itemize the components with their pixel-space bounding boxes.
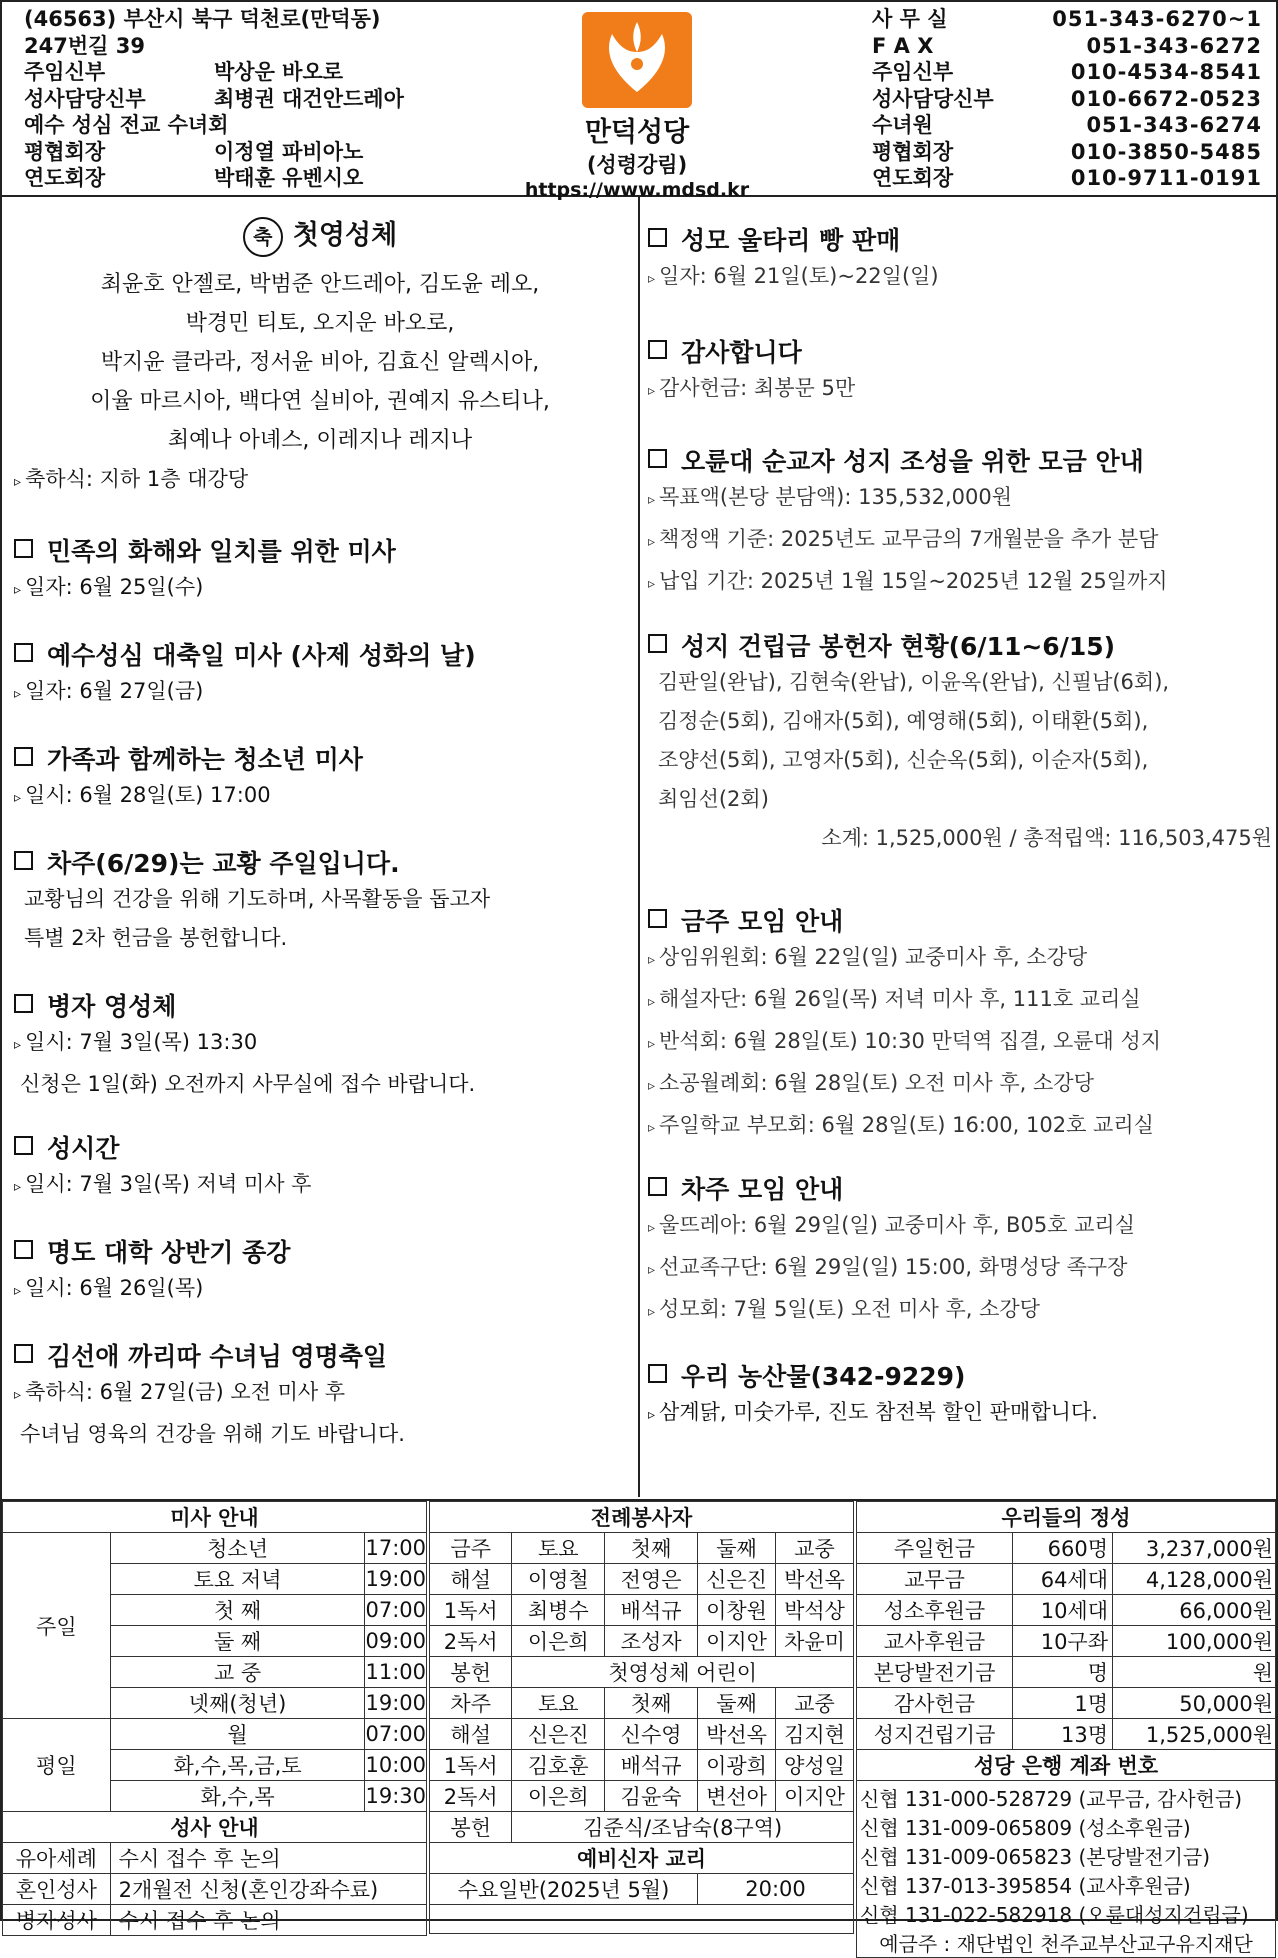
sacrament-note: 수시 접수 후 논의: [110, 1843, 426, 1874]
mass-name: 화,수,목: [110, 1781, 365, 1812]
liturgy-cell: 배석규: [605, 1750, 698, 1781]
sacrament-note: 수시 접수 후 논의: [110, 1905, 426, 1936]
bullet-triangle-icon: ▹: [14, 582, 22, 598]
first-communion-title-row: [2, 213, 638, 257]
contact-label: 사 무 실: [872, 7, 948, 31]
staff-name: 최병권 대건안드레아: [214, 86, 404, 111]
staff-row: [24, 112, 404, 139]
contact-label: F A X: [872, 33, 934, 58]
staff-name: 박상운 바오로: [214, 60, 344, 84]
offering-amount: 1,525,000원: [1113, 1719, 1276, 1750]
bullet-triangle-icon: ▹: [14, 473, 22, 490]
liturgy-cell: 봉헌: [430, 1812, 512, 1843]
liturgy-cell: 이지안: [698, 1626, 776, 1657]
liturgy-cell: 해설: [430, 1719, 512, 1750]
sacrament-title: 성사 안내: [3, 1812, 427, 1843]
checkbox-bullet-icon: [648, 1177, 667, 1196]
mass-name: 둘 째: [110, 1626, 365, 1657]
list-item: ▹ 목표액(본당 분담액): 135,532,000원: [648, 485, 1013, 509]
list-item: ▹ 일시: 7월 3일(목) 13:30: [14, 1030, 258, 1054]
note-line: 수녀님 영육의 건강을 위해 기도 바랍니다.: [20, 1422, 405, 1446]
offering-amount: 66,000원: [1113, 1595, 1276, 1626]
contact-value: 010-4534-8541: [1070, 60, 1262, 84]
contact-row: [872, 59, 1262, 86]
address-line-1: (46563) 부산시 북구 덕천로(만덕동): [24, 7, 381, 31]
contact-value: 010-6672-0523: [1070, 86, 1262, 111]
checkbox-bullet-icon: [648, 1364, 667, 1383]
liturgy-cell: 첫째: [605, 1688, 698, 1719]
donor-line: 김정순(5회), 김애자(5회), 예영해(5회), 이태환(5회),: [658, 709, 1149, 733]
staff-row: [24, 165, 404, 192]
bullet-triangle-icon: ▹: [648, 1220, 656, 1236]
contact-label: 수녀원: [872, 113, 933, 137]
list-item: ▹ 선교족구단: 6월 29일(일) 15:00, 화명성당 족구장: [648, 1255, 1128, 1279]
liturgy-cell: 첫영성체 어린이: [512, 1657, 854, 1688]
checkbox-bullet-icon: [648, 909, 667, 928]
section-title: 김선애 까리따 수녀님 영명축일: [14, 1337, 405, 1373]
liturgy-cell: 이창원: [698, 1595, 776, 1626]
contact-label: 평협회장: [872, 139, 954, 164]
mass-name: 청소년: [110, 1533, 365, 1564]
staff-row: [24, 59, 404, 86]
notice-section: [14, 987, 475, 1104]
mass-name: 넷째(청년): [110, 1688, 365, 1719]
notice-section: [14, 844, 490, 958]
catechumen-class: 수요일반(2025년 5월): [430, 1874, 698, 1905]
liturgy-cell: 박선옥: [698, 1719, 776, 1750]
liturgy-cell: 봉헌: [430, 1657, 512, 1688]
notice-section: [648, 442, 1168, 604]
offering-count: 1명: [1013, 1688, 1113, 1719]
contact-label: 주임신부: [872, 60, 954, 84]
liturgy-cell: 2독서: [430, 1626, 512, 1657]
liturgy-cell: 박석상: [775, 1595, 853, 1626]
bullet-triangle-icon: ▹: [648, 952, 656, 968]
staff-name: 박태훈 유벤시오: [214, 166, 364, 190]
liturgy-cell: 이은희: [512, 1781, 605, 1812]
checkbox-bullet-icon: [14, 994, 33, 1013]
staff-role: 예수 성심 전교 수녀회: [24, 113, 229, 137]
bullet-triangle-icon: ▹: [14, 1037, 22, 1053]
liturgy-cell: 신수영: [605, 1719, 698, 1750]
mass-time: 19:00: [365, 1688, 427, 1719]
mass-name: 토요 저녁: [110, 1564, 365, 1595]
notice-section: [648, 1170, 1135, 1332]
liturgy-cell: 조성자: [605, 1626, 698, 1657]
offering-item: 주일헌금: [857, 1533, 1013, 1564]
bullet-triangle-icon: ▹: [648, 1407, 656, 1423]
list-item: ▹ 울뜨레아: 6월 29일(일) 교중미사 후, B05호 교리실: [648, 1213, 1136, 1237]
liturgy-cell: 2독서: [430, 1781, 512, 1812]
liturgy-cell: 김윤숙: [605, 1781, 698, 1812]
bullet-triangle-icon: ▹: [14, 1179, 22, 1195]
mass-time: 17:00: [365, 1533, 427, 1564]
notice-section: [648, 333, 855, 411]
header: [2, 2, 1276, 201]
notice-section: [14, 740, 363, 818]
mass-time: 19:00: [365, 1564, 427, 1595]
contact-row: [872, 139, 1262, 166]
bank-account: 신협 131-009-065809 (성소후원금): [860, 1816, 1191, 1840]
communicant-names: 최예나 아녜스, 이레지나 레지나: [167, 427, 473, 453]
offering-item: 성소후원금: [857, 1595, 1013, 1626]
communicant-names: 박지윤 클라라, 정서윤 비아, 김효신 알렉시아,: [100, 349, 540, 375]
liturgy-cell: 배석규: [605, 1595, 698, 1626]
contact-row: [872, 33, 1262, 60]
list-item: ▹ 해설자단: 6월 26일(목) 저녁 미사 후, 111호 교리실: [648, 987, 1141, 1011]
bullet-triangle-icon: ▹: [648, 1078, 656, 1094]
notice-section: [648, 221, 939, 299]
liturgy-cell: 1독서: [430, 1595, 512, 1626]
liturgy-cell: 교중: [775, 1533, 853, 1564]
bullet-triangle-icon: ▹: [648, 383, 656, 399]
section-title: 명도 대학 상반기 종강: [14, 1233, 290, 1269]
notice-section: [14, 636, 476, 714]
liturgy-cell: 차주: [430, 1688, 512, 1719]
checkbox-bullet-icon: [14, 1136, 33, 1155]
laurel-badge-icon: 축: [243, 217, 283, 257]
catechumen-title: 예비신자 교리: [430, 1843, 854, 1874]
staff-role: 성사담당신부: [24, 86, 146, 111]
bank-account: 신협 137-013-395854 (교사후원금): [860, 1874, 1191, 1898]
list-item: ▹ 삼계닭, 미숫가루, 진도 참전복 할인 판매합니다.: [648, 1400, 1098, 1424]
liturgy-cell: 신은진: [698, 1564, 776, 1595]
section-title: 금주 모임 안내: [648, 902, 1161, 938]
depositor: 예금주 : 재단법인 천주교부산교구유지재단: [879, 1932, 1253, 1956]
list-item: ▹ 일자: 6월 21일(토)~22일(일): [648, 264, 939, 288]
offering-item: 교무금: [857, 1564, 1013, 1595]
mass-time: 11:00: [365, 1657, 427, 1688]
offering-amount: 4,128,000원: [1113, 1564, 1276, 1595]
mass-time: 10:00: [365, 1750, 427, 1781]
notice-section: [14, 1129, 311, 1207]
list-item: ▹ 일시: 6월 28일(토) 17:00: [14, 783, 271, 807]
liturgy-cell: 이지안: [775, 1781, 853, 1812]
liturgy-cell: 둘째: [698, 1688, 776, 1719]
communicant-names: 박경민 티토, 오지운 바오로,: [185, 310, 455, 336]
bullet-triangle-icon: ▹: [648, 1262, 656, 1278]
liturgy-cell: 이광희: [698, 1750, 776, 1781]
right-column: [640, 197, 1276, 1497]
list-item: ▹ 상임위원회: 6월 22일(일) 교중미사 후, 소강당: [648, 945, 1088, 969]
mass-time: 07:00: [365, 1719, 427, 1750]
liturgy-cell: 교중: [775, 1688, 853, 1719]
offering-amount: 원: [1113, 1657, 1276, 1688]
bullet-triangle-icon: ▹: [648, 1304, 656, 1320]
bullet-triangle-icon: ▹: [648, 534, 656, 550]
offering-item: 본당발전기금: [857, 1657, 1013, 1688]
offering-title: 우리들의 정성: [857, 1502, 1276, 1533]
liturgy-cell: 신은진: [512, 1719, 605, 1750]
offering-count: 명: [1013, 1657, 1113, 1688]
offering-count: 10구좌: [1013, 1626, 1113, 1657]
bullet-triangle-icon: ▹: [648, 994, 656, 1010]
checkbox-bullet-icon: [14, 643, 33, 662]
checkbox-bullet-icon: [648, 228, 667, 247]
offering-count: 10세대: [1013, 1595, 1113, 1626]
list-item: ▹ 축하식: 6월 27일(금) 오전 미사 후: [14, 1380, 346, 1404]
liturgy-cell: 토요: [512, 1688, 605, 1719]
staff-row: [24, 139, 404, 166]
staff-role: 연도회장: [24, 166, 106, 190]
liturgy-cell: 해설: [430, 1564, 512, 1595]
mass-name: 교 중: [110, 1657, 365, 1688]
mass-name: 월: [110, 1719, 365, 1750]
notice-section: [14, 1233, 290, 1311]
left-column: [2, 197, 640, 1497]
mass-name: 화,수,목,금,토: [110, 1750, 365, 1781]
list-item: ▹ 반석회: 6월 28일(토) 10:30 만덕역 집결, 오륜대 성지: [648, 1029, 1162, 1053]
mass-time: 09:00: [365, 1626, 427, 1657]
offering-amount: 3,237,000원: [1113, 1533, 1276, 1564]
donor-total: 소계: 1,525,000원 / 총적립액: 116,503,475원: [821, 826, 1272, 850]
account-list: [857, 1783, 1275, 1957]
section-title: 우리 농산물(342-9229): [648, 1357, 1098, 1393]
bullet-triangle-icon: ▹: [648, 492, 656, 508]
list-item: ▹ 일자: 6월 25일(수): [14, 575, 204, 599]
notice-section: [14, 532, 396, 610]
notice-section: [648, 902, 1161, 1148]
bullet-triangle-icon: ▹: [648, 1120, 656, 1136]
mass-time: 07:00: [365, 1595, 427, 1626]
checkbox-bullet-icon: [648, 449, 667, 468]
list-item: ▹ 주일학교 부모회: 6월 28일(토) 16:00, 102호 교리실: [648, 1113, 1154, 1137]
bullet-triangle-icon: ▹: [14, 1283, 22, 1299]
liturgy-cell: 차윤미: [775, 1626, 853, 1657]
bullet-triangle-icon: ▹: [14, 1387, 22, 1403]
section-title: 민족의 화해와 일치를 위한 미사: [14, 532, 396, 568]
liturgy-cell: 김지현: [775, 1719, 853, 1750]
church-name: 만덕성당: [584, 117, 690, 148]
offering-count: 660명: [1013, 1533, 1113, 1564]
contact-row: [872, 112, 1262, 139]
mass-table-title: 미사 안내: [3, 1502, 427, 1533]
mass-time: 19:30: [365, 1781, 427, 1812]
section-title: 오륜대 순교자 성지 조성을 위한 모금 안내: [648, 442, 1168, 478]
list-item: ▹ 일시: 6월 26일(목): [14, 1276, 204, 1300]
checkbox-bullet-icon: [14, 747, 33, 766]
weekday-label: 평일: [3, 1719, 111, 1812]
liturgy-table: [429, 1501, 854, 1934]
section-title: 성지 건립금 봉헌자 현황(6/11~6/15): [648, 627, 1276, 663]
catechumen-time: 20:00: [698, 1874, 854, 1905]
liturgy-cell: 변선아: [698, 1781, 776, 1812]
contact-value: 010-9711-0191: [1070, 166, 1262, 190]
section-title: 성모 울타리 빵 판매: [648, 221, 939, 257]
list-item: ▹ 납입 기간: 2025년 1월 15일~2025년 12월 25일까지: [648, 569, 1168, 593]
checkbox-bullet-icon: [14, 539, 33, 558]
liturgy-cell: 토요: [512, 1533, 605, 1564]
communicant-names: 최윤호 안젤로, 박범준 안드레아, 김도윤 레오,: [100, 271, 540, 297]
section-title: 차주 모임 안내: [648, 1170, 1135, 1206]
dove-flame-logo-icon: [582, 12, 692, 108]
notice-section: [648, 1357, 1098, 1435]
church-url[interactable]: https://www.mdsd.kr: [524, 179, 750, 201]
communicant-names: 이율 마르시아, 백다연 실비아, 권예지 유스티나,: [90, 388, 550, 414]
offering-table: [856, 1501, 1276, 1958]
list-item: ▹ 책정액 기준: 2025년도 교무금의 7개월분을 추가 분담: [648, 527, 1159, 551]
contact-value: 051-343-6270~1: [1052, 7, 1262, 31]
staff-role: 주임신부: [24, 60, 106, 84]
empty-cell: [430, 1905, 854, 1934]
contact-label: 연도회장: [872, 166, 954, 190]
contact-value: 010-3850-5485: [1070, 139, 1262, 164]
liturgy-cell: 이은희: [512, 1626, 605, 1657]
section-title: 성시간: [14, 1129, 311, 1165]
note-line: 특별 2차 헌금을 봉헌합니다.: [24, 926, 288, 950]
checkbox-bullet-icon: [14, 1240, 33, 1259]
bullet-triangle-icon: ▹: [648, 271, 656, 287]
bullet-triangle-icon: ▹: [14, 790, 22, 806]
list-item: ▹ 축하식: 지하 1층 대강당: [14, 466, 249, 491]
contact-row: [872, 86, 1262, 113]
liturgy-cell: 1독서: [430, 1750, 512, 1781]
bank-account: 신협 131-022-582918 (오륜대성지건립금): [860, 1903, 1249, 1927]
offering-amount: 100,000원: [1113, 1626, 1276, 1657]
checkbox-bullet-icon: [14, 1344, 33, 1363]
sacrament-note: 2개월전 신청(혼인강좌수료): [110, 1874, 426, 1905]
section-title: 감사합니다: [648, 333, 855, 369]
checkbox-bullet-icon: [648, 634, 667, 653]
bullet-triangle-icon: ▹: [14, 686, 22, 702]
address-line-2: 247번길 39: [24, 33, 145, 58]
section-title: 병자 영성체: [14, 987, 475, 1023]
first-communion-section: [2, 213, 638, 502]
contact-row: [872, 165, 1262, 192]
church-subtitle: (성령강림): [586, 153, 688, 177]
bullet-triangle-icon: ▹: [648, 1036, 656, 1052]
notice-section: [14, 1337, 405, 1454]
mass-name: 첫 째: [110, 1595, 365, 1626]
church-logo-block: [512, 12, 762, 201]
contact-label: 성사담당신부: [872, 86, 994, 111]
offering-amount: 50,000원: [1113, 1688, 1276, 1719]
donors-section: [648, 627, 1276, 858]
sacrament-name: 혼인성사: [3, 1874, 111, 1905]
staff-row: [24, 86, 404, 113]
liturgy-cell: 김준식/조남숙(8구역): [512, 1812, 854, 1843]
checkbox-bullet-icon: [14, 851, 33, 870]
sacrament-name: 유아세례: [3, 1843, 111, 1874]
liturgy-cell: 금주: [430, 1533, 512, 1564]
liturgy-cell: 둘째: [698, 1533, 776, 1564]
list-item: ▹ 일자: 6월 27일(금): [14, 679, 204, 703]
liturgy-title: 전례봉사자: [430, 1502, 854, 1533]
sunday-label: 주일: [3, 1533, 111, 1719]
liturgy-cell: 김호훈: [512, 1750, 605, 1781]
note-line: 교황님의 건강을 위해 기도하며, 사목활동을 돕고자: [24, 887, 491, 911]
offering-count: 13명: [1013, 1719, 1113, 1750]
list-item: ▹ 소공월례회: 6월 28일(토) 오전 미사 후, 소강당: [648, 1071, 1094, 1095]
list-item: ▹ 일시: 7월 3일(목) 저녁 미사 후: [14, 1172, 312, 1196]
offering-item: 교사후원금: [857, 1626, 1013, 1657]
mass-table: [2, 1501, 427, 1936]
section-title: 가족과 함께하는 청소년 미사: [14, 740, 363, 776]
bank-title: 성당 은행 계좌 번호: [857, 1750, 1276, 1781]
checkbox-bullet-icon: [648, 340, 667, 359]
section-title: 차주(6/29)는 교황 주일입니다.: [14, 844, 490, 880]
note-line: 신청은 1일(화) 오전까지 사무실에 접수 바랍니다.: [20, 1072, 476, 1096]
staff-name: 이정열 파비아노: [214, 139, 364, 164]
offering-item: 성지건립기금: [857, 1719, 1013, 1750]
list-item: ▹ 성모회: 7월 5일(토) 오전 미사 후, 소강당: [648, 1297, 1040, 1321]
first-communion-title: 첫영성체: [292, 220, 398, 251]
contact-value: 051-343-6274: [1086, 113, 1262, 137]
header-left: [24, 6, 404, 192]
section-title: 예수성심 대축일 미사 (사제 성화의 날): [14, 636, 476, 672]
offering-count: 64세대: [1013, 1564, 1113, 1595]
liturgy-cell: 이영철: [512, 1564, 605, 1595]
liturgy-cell: 양성일: [775, 1750, 853, 1781]
donor-line: 조양선(5회), 고영자(5회), 신순옥(5회), 이순자(5회),: [658, 748, 1149, 772]
liturgy-cell: 첫째: [605, 1533, 698, 1564]
list-item: ▹ 감사헌금: 최봉문 5만: [648, 376, 856, 400]
donor-line: 최임선(2회): [658, 787, 769, 811]
staff-role: 평협회장: [24, 139, 106, 164]
bank-account: 신협 131-000-528729 (교무금, 감사헌금): [860, 1787, 1243, 1811]
donor-line: 김판일(완납), 김현숙(완납), 이윤옥(완납), 신필남(6회),: [658, 670, 1170, 694]
bank-account: 신협 131-009-065823 (본당발전기금): [860, 1845, 1211, 1869]
contact-row: [872, 6, 1262, 33]
header-contacts: [872, 6, 1262, 192]
liturgy-cell: 전영은: [605, 1564, 698, 1595]
liturgy-cell: 최병수: [512, 1595, 605, 1626]
sacrament-name: 병자성사: [3, 1905, 111, 1936]
liturgy-cell: 박선옥: [775, 1564, 853, 1595]
bullet-triangle-icon: ▹: [648, 576, 656, 592]
contact-value: 051-343-6272: [1086, 33, 1262, 58]
offering-item: 감사헌금: [857, 1688, 1013, 1719]
